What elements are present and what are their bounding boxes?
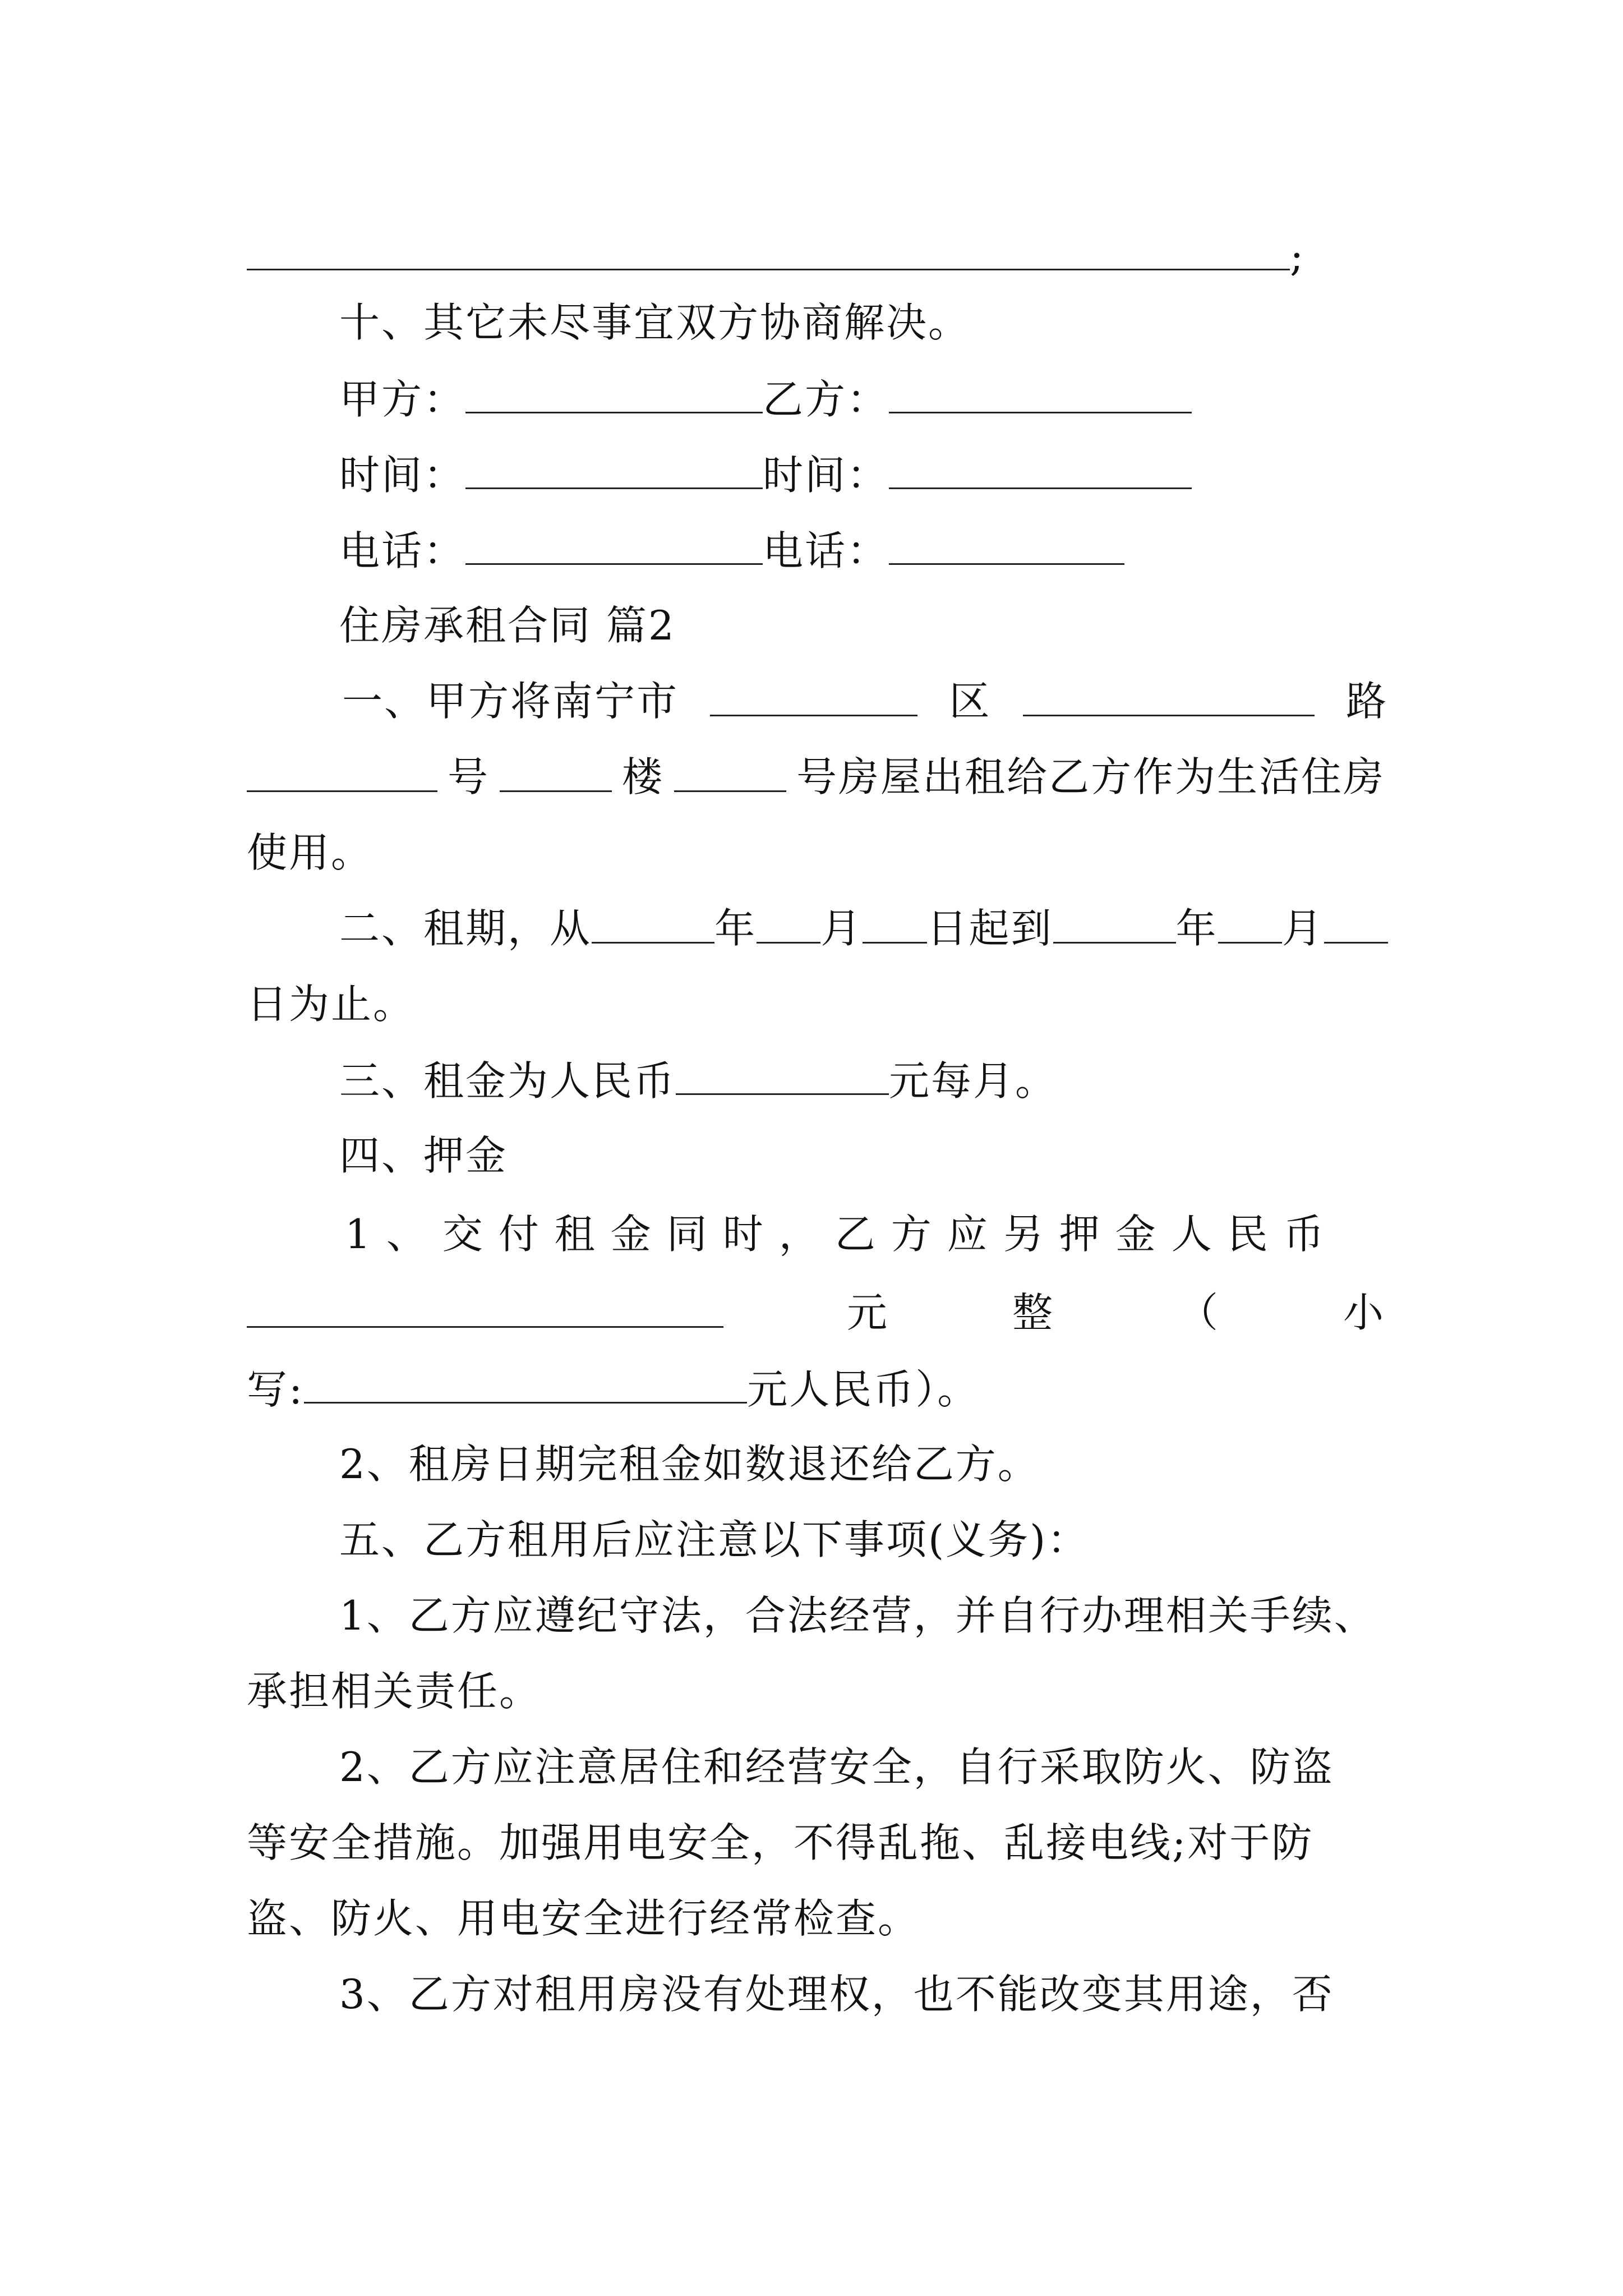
rent-unit-text: 元每月。 [889,1057,1058,1105]
clause-1-line-3: 使用。 [247,829,374,876]
deposit-text: 1、交付租金同时，乙方应另押金人民币 [345,1211,1340,1258]
clause-5-1-line-2: 承担相关责任。 [247,1668,542,1715]
time-b-label: 时间： [763,452,889,499]
clause-5-2-line-2: 等安全措施。加强用电安全，不得乱拖、乱接电线;对于防 [247,1819,1314,1866]
clause-5-1-line-1: 1、乙方应遵纪守法，合法经营，并自行办理相关手续、 [339,1592,1376,1639]
year-label-1: 年 [714,905,757,952]
clause-4-1-line-2 [247,1285,1385,1341]
section-title: 住房承租合同 篇2 [339,602,676,649]
blank-line [247,227,1305,283]
month-label-1: 月 [820,905,863,952]
xiao-label: 小 [1343,1289,1385,1336]
road-blank [1023,673,1315,716]
signature-phone-row [339,522,1124,578]
zheng-label: 整 [1012,1289,1054,1336]
year-label-2: 年 [1175,905,1218,952]
clause-1-text-f: 号房屋出租给乙方作为生活住房 [796,753,1385,800]
line-end-semicolon: ; [1290,233,1306,280]
district-blank [710,673,917,716]
signature-time-row [339,446,1192,502]
clause-4-heading: 四、押金 [339,1132,508,1179]
rent-text: 三、租金为人民币 [339,1057,676,1105]
party-b-blank [889,370,1192,413]
signature-party-row [339,370,1192,426]
party-a-label: 甲方： [339,376,466,423]
party-b-label: 乙方： [763,376,889,423]
clause-4-1-line-1 [345,1206,1388,1262]
start-month-blank [757,900,820,944]
end-month-blank [1218,900,1282,944]
clause-1-line-1 [342,673,1388,729]
end-day-blank [1324,900,1388,944]
clause-1-text-e: 楼 [621,753,664,800]
rmb-label: 元人民币）。 [747,1366,980,1413]
clause-10: 十、其它未尽事宜双方协商解决。 [339,299,971,346]
clause-5-2-line-3: 盗、防火、用电安全进行经常检查。 [247,1895,920,1942]
clause-4-2: 2、租房日期完租金如数退还给乙方。 [339,1441,1040,1488]
number-blank [247,749,437,792]
phone-a-blank [465,522,763,565]
deposit-amount-blank [247,1285,723,1328]
clause-5-3-line-1: 3、乙方对租用房没有处理权，也不能改变其用途，否 [339,1971,1334,2018]
building-blank [500,749,612,792]
clause-1-text-c: 路 [1345,678,1388,725]
time-a-label: 时间： [339,452,466,499]
clause-1-line-2 [247,749,1385,805]
open-paren: （ [1177,1289,1220,1336]
xie-label: 写: [247,1366,305,1413]
phone-b-blank [889,522,1124,565]
clause-4-1-line-3 [247,1360,979,1416]
clause-5-heading: 五、乙方租用后应注意以下事项(义务)： [339,1516,1090,1563]
underline-blank [247,227,1290,270]
time-a-blank [465,446,763,489]
clause-1-text-d: 号 [447,753,490,800]
lease-term-text: 二、租期，从 [339,905,592,952]
start-year-blank [592,900,714,944]
clause-2-line-2: 日为止。 [247,981,416,1028]
clause-5-2-line-1: 2、乙方应注意居住和经营安全，自行采取防火、防盗 [339,1743,1334,1791]
end-year-blank [1053,900,1176,944]
time-b-blank [889,446,1192,489]
clause-2-line-1 [339,900,1388,956]
room-blank [674,749,786,792]
start-day-blank [863,900,926,944]
until-text: 日起到 [926,905,1053,952]
phone-a-label: 电话： [339,527,466,574]
rent-amount-blank [676,1052,889,1095]
yuan-label: 元 [846,1289,889,1336]
party-a-blank [465,370,763,413]
month-label-2: 月 [1281,905,1324,952]
clause-1-text-b: 区 [949,678,992,725]
clause-1-text-a: 一、甲方将南宁市 [342,678,679,725]
clause-3 [339,1052,1057,1108]
phone-b-label: 电话： [763,527,889,574]
deposit-small-blank [304,1360,747,1404]
